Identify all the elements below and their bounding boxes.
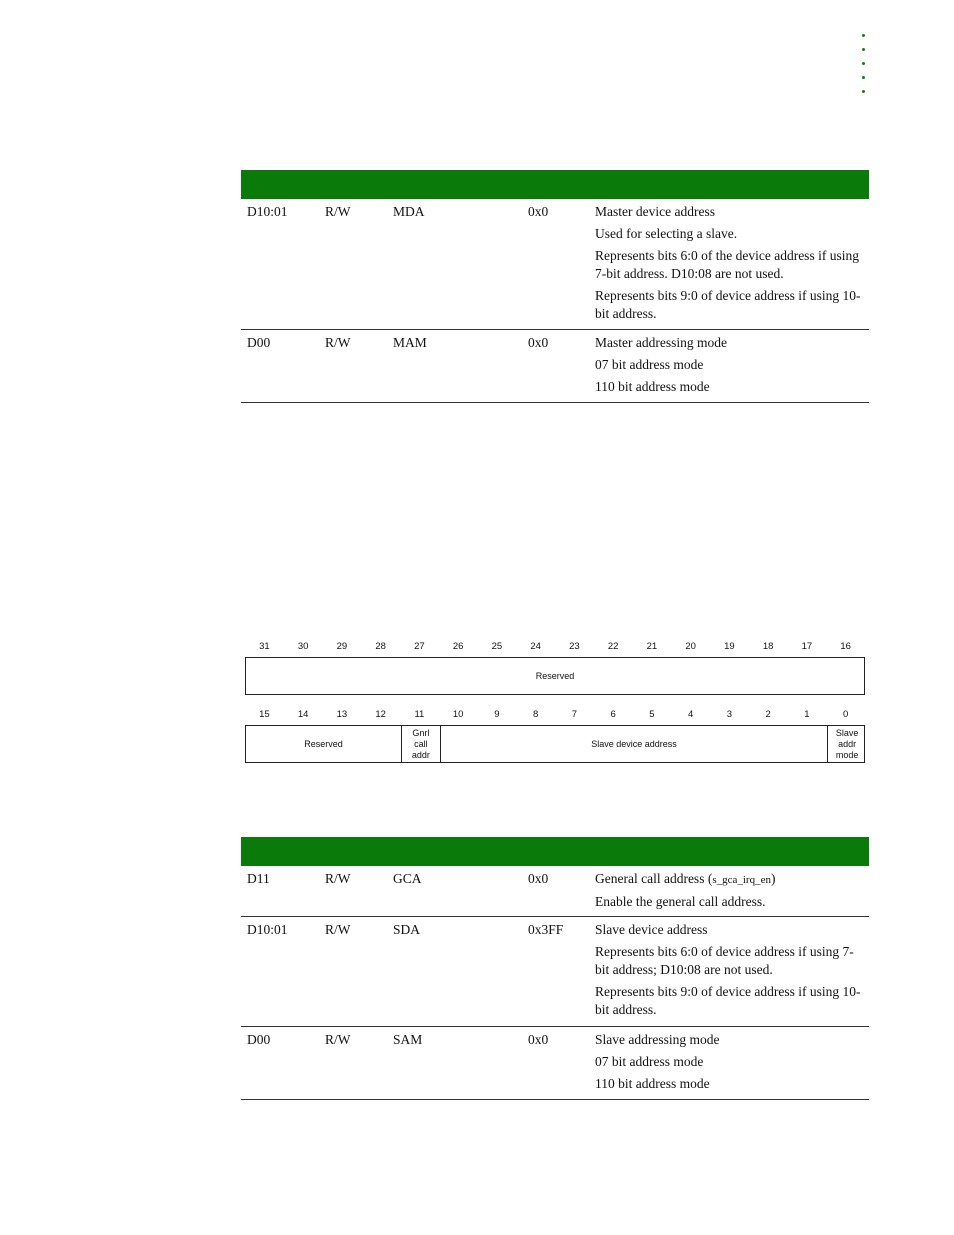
bit-number: 24 xyxy=(530,641,541,652)
description-line: Master addressing mode xyxy=(595,335,727,350)
table-row xyxy=(241,1027,869,1100)
reset-cell: 0x0 xyxy=(528,1032,549,1047)
bit-number: 20 xyxy=(685,641,696,652)
name-cell: MDA xyxy=(393,204,425,219)
dot xyxy=(862,90,865,93)
bit-number: 8 xyxy=(532,709,539,720)
bit-number: 2 xyxy=(765,709,771,720)
bit-number: 18 xyxy=(762,641,774,652)
bit-number: 28 xyxy=(375,641,386,652)
description-line: 110 bit address mode xyxy=(595,1076,710,1091)
description-line: 07 bit address mode xyxy=(595,357,704,372)
field-label: addr xyxy=(838,738,857,749)
description-cell xyxy=(595,334,865,400)
lower-bit-numbers xyxy=(245,709,865,723)
description-line: Slave addressing mode xyxy=(595,1032,720,1047)
bits-cell: D00 xyxy=(247,1032,271,1047)
dot xyxy=(862,62,865,65)
name-cell: SDA xyxy=(393,922,421,937)
bit-number: 31 xyxy=(259,641,270,652)
bit-number: 1 xyxy=(804,709,810,720)
bit-number: 11 xyxy=(414,709,425,720)
bit-number: 16 xyxy=(840,641,851,652)
description-line: Represents bits 6:0 of device address if using 7-bit address; D10:08 are not used. xyxy=(595,944,854,977)
table-row xyxy=(241,917,869,1027)
bit-number: 15 xyxy=(259,709,270,720)
table-row xyxy=(241,330,869,403)
dot xyxy=(862,48,865,51)
bit-number: 22 xyxy=(607,641,619,652)
field-label: mode xyxy=(835,749,859,760)
bit-number: 29 xyxy=(336,641,348,652)
field-label: Slave xyxy=(835,727,859,738)
bit-number: 21 xyxy=(646,641,658,652)
upper-bit-numbers xyxy=(245,641,865,655)
description-line: 110 bit address mode xyxy=(595,379,710,394)
signal-name: s_gca_irq_en xyxy=(712,874,771,886)
reserved-field: Reserved xyxy=(535,670,575,681)
description-cell xyxy=(595,921,865,1023)
bit-number: 17 xyxy=(801,641,813,652)
name-cell: GCA xyxy=(393,871,422,886)
bit-number: 4 xyxy=(687,709,694,720)
access-cell: R/W xyxy=(325,922,351,937)
description-line: Master device address xyxy=(595,204,715,219)
bits-cell: D00 xyxy=(247,335,271,350)
bit-number: 12 xyxy=(375,709,386,720)
bit-number: 9 xyxy=(494,709,500,720)
bits-cell: D10:01 xyxy=(247,204,288,219)
access-cell: R/W xyxy=(325,1032,351,1047)
field-label: Gnrl xyxy=(412,727,430,738)
bit-number: 23 xyxy=(569,641,580,652)
reset-cell: 0x0 xyxy=(528,871,549,886)
description-line: Slave device address xyxy=(595,922,708,937)
field-label: call xyxy=(414,738,428,749)
bit-number: 13 xyxy=(336,709,348,720)
slave-addr-mode-field xyxy=(827,726,866,762)
description-line: Represents bits 9:0 of device address if using 10-bit address. xyxy=(595,288,861,321)
description-line: Enable the general call address. xyxy=(595,894,766,909)
table-header xyxy=(241,837,869,866)
name-cell: SAM xyxy=(393,1032,423,1047)
bit-number: 19 xyxy=(724,641,735,652)
dot xyxy=(862,76,865,79)
description-line: 07 bit address mode xyxy=(595,1054,704,1069)
bit-number: 0 xyxy=(842,709,849,720)
bit-number: 30 xyxy=(297,641,309,652)
reserved-field: Reserved xyxy=(304,738,343,749)
bit-number: 25 xyxy=(491,641,503,652)
upper-register-row xyxy=(245,657,865,695)
table-row xyxy=(241,866,869,917)
slave-address-table xyxy=(241,837,869,1100)
description-line: Used for selecting a slave. xyxy=(595,226,738,241)
general-call-address-field xyxy=(401,726,440,762)
description-cell xyxy=(595,870,865,915)
access-cell: R/W xyxy=(325,871,351,886)
bits-cell: D11 xyxy=(247,871,270,886)
access-cell: R/W xyxy=(325,335,351,350)
reset-cell: 0x0 xyxy=(528,335,549,350)
table-row xyxy=(241,199,869,330)
description-line: Represents bits 6:0 of the device address if using 7-bit address. D10:08 are not used. xyxy=(595,248,859,281)
master-address-table xyxy=(241,170,869,403)
description-text: General call address ( xyxy=(595,871,713,886)
bit-number: 6 xyxy=(610,709,616,720)
reset-cell: 0x3FF xyxy=(528,922,564,937)
description-text: ) xyxy=(770,871,776,886)
bit-number: 14 xyxy=(297,709,309,720)
bit-number: 10 xyxy=(452,709,464,720)
field-label: addr xyxy=(411,749,430,760)
description-line: Represents bits 9:0 of device address if using 10-bit address. xyxy=(595,984,861,1017)
bit-number: 26 xyxy=(452,641,464,652)
bit-number: 5 xyxy=(649,709,655,720)
name-cell: MAM xyxy=(393,335,427,350)
access-cell: R/W xyxy=(325,204,351,219)
bits-cell: D10:01 xyxy=(247,922,288,937)
slave-device-address-field: Slave device address xyxy=(440,726,828,762)
bit-number: 7 xyxy=(571,709,578,720)
lower-register-row xyxy=(245,725,865,763)
description-cell xyxy=(595,203,865,327)
table-header xyxy=(241,170,869,199)
description-line xyxy=(595,870,865,889)
margin-dots xyxy=(862,34,870,104)
bit-number: 27 xyxy=(414,641,425,652)
dot xyxy=(862,34,865,37)
reset-cell: 0x0 xyxy=(528,204,549,219)
bit-number: 3 xyxy=(726,709,733,720)
description-cell xyxy=(595,1031,865,1097)
